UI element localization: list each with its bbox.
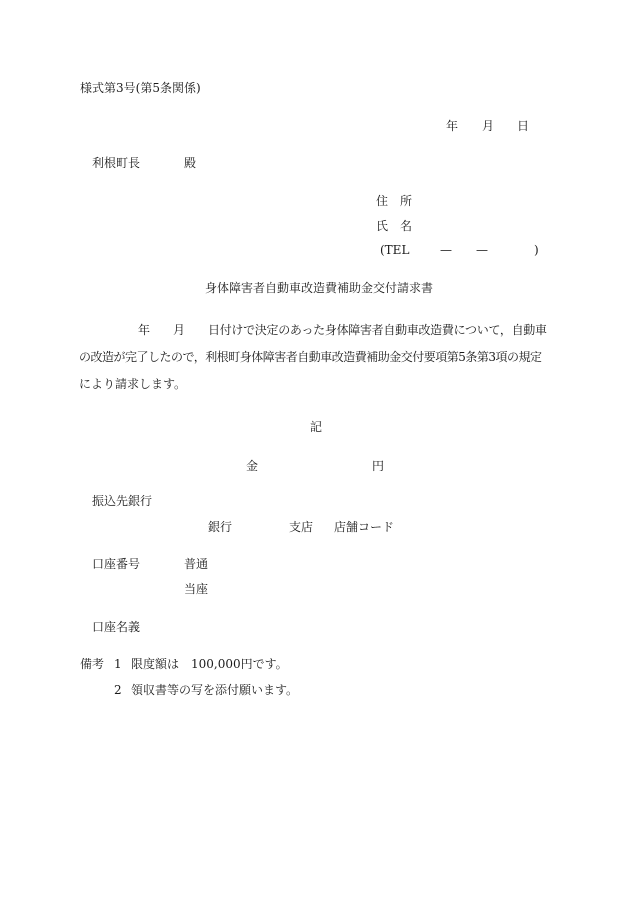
note-2-number: 2 <box>114 683 122 697</box>
ki-heading: 記 <box>310 420 323 434</box>
bank-heading: 振込先銀行 <box>92 494 153 508</box>
bank-branch-label: 支店 <box>289 520 314 534</box>
amount-label: 金 <box>246 459 259 473</box>
account-type-ordinary: 普通 <box>184 557 209 571</box>
note-2-text: 領収書等の写を添付願います。 <box>131 683 299 697</box>
body-line-2: の改造が完了したので，利根町身体障害者自動車改造費補助金交付要項第5条第3項の規定 <box>79 350 542 364</box>
note-1-text: 限度額は 100,000円です。 <box>131 657 288 671</box>
date-day-label: 日 <box>517 119 530 133</box>
addressee-name: 利根町長 <box>92 156 141 170</box>
account-type-current: 当座 <box>184 582 209 596</box>
body-line-1: 日付けで決定のあった身体障害者自動車改造費について，自動車 <box>208 323 547 337</box>
applicant-tel-dash-2: — <box>476 243 488 257</box>
note-1-number: 1 <box>114 657 122 671</box>
date-year-label: 年 <box>446 119 459 133</box>
applicant-address-label: 住 所 <box>376 194 413 208</box>
body-year: 年 <box>138 323 151 337</box>
applicant-tel-dash-1: — <box>440 243 452 257</box>
document-title: 身体障害者自動車改造費補助金交付請求書 <box>205 281 434 295</box>
applicant-tel-close: ) <box>534 243 539 257</box>
bank-name-label: 銀行 <box>208 520 233 534</box>
date-month-label: 月 <box>482 119 495 133</box>
bank-branch-code-label: 店舗コード <box>334 520 395 534</box>
addressee-honorific: 殿 <box>184 156 197 170</box>
applicant-tel-open: (TEL <box>380 243 410 257</box>
notes-label: 備考 <box>80 657 105 671</box>
form-number: 様式第3号(第5条関係) <box>80 81 201 95</box>
account-holder-label: 口座名義 <box>92 620 141 634</box>
body-month: 月 <box>173 323 186 337</box>
account-number-label: 口座番号 <box>92 557 141 571</box>
body-line-3: により請求します。 <box>79 377 187 391</box>
applicant-name-label: 氏 名 <box>376 219 413 233</box>
amount-unit: 円 <box>372 459 385 473</box>
